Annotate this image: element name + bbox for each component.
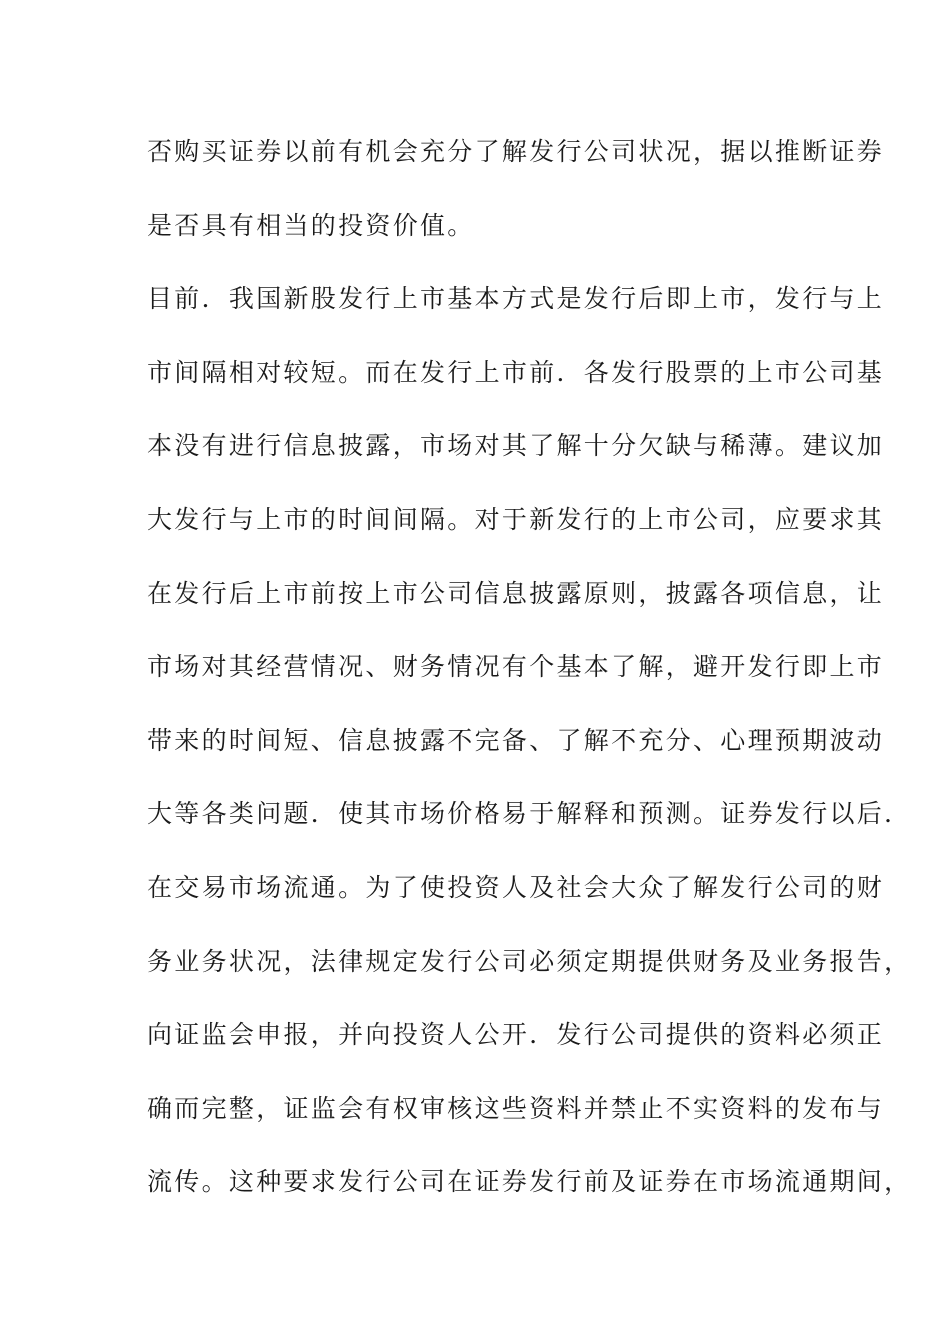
text-line: 大等各类问题．使其市场价格易于解释和预测。证券发行以后． [147, 799, 912, 829]
text-line: 大发行与上市的时间间隔。对于新发行的上市公司，应要求其 [147, 504, 885, 534]
text-line: 流传。这种要求发行公司在证券发行前及证券在市场流通期间， [147, 1167, 912, 1197]
text-line: 在交易市场流通。为了使投资人及社会大众了解发行公司的财 [147, 872, 885, 902]
text-line: 在发行后上市前按上市公司信息披露原则，披露各项信息，让 [147, 578, 885, 608]
text-line: 务业务状况，法律规定发行公司必须定期提供财务及业务报告， [147, 946, 912, 976]
text-line: 是否具有相当的投资价值。 [147, 210, 475, 240]
text-line: 确而完整，证监会有权审核这些资料并禁止不实资料的发布与 [147, 1093, 885, 1123]
text-line: 市场对其经营情况、财务情况有个基本了解，避开发行即上市 [147, 652, 885, 682]
text-line: 市间隔相对较短。而在发行上市前．各发行股票的上市公司基 [147, 357, 885, 387]
text-line: 带来的时间短、信息披露不完备、了解不充分、心理预期波动 [147, 725, 885, 755]
text-line: 否购买证券以前有机会充分了解发行公司状况，据以推断证券 [147, 137, 885, 166]
text-line: 目前．我国新股发行上市基本方式是发行后即上市，发行与上 [147, 284, 885, 314]
body-text [147, 128, 912, 1232]
text-line: 本没有进行信息披露，市场对其了解十分欠缺与稀薄。建议加 [147, 431, 885, 461]
text-line: 向证监会申报，并向投资人公开．发行公司提供的资料必须正 [147, 1020, 885, 1050]
